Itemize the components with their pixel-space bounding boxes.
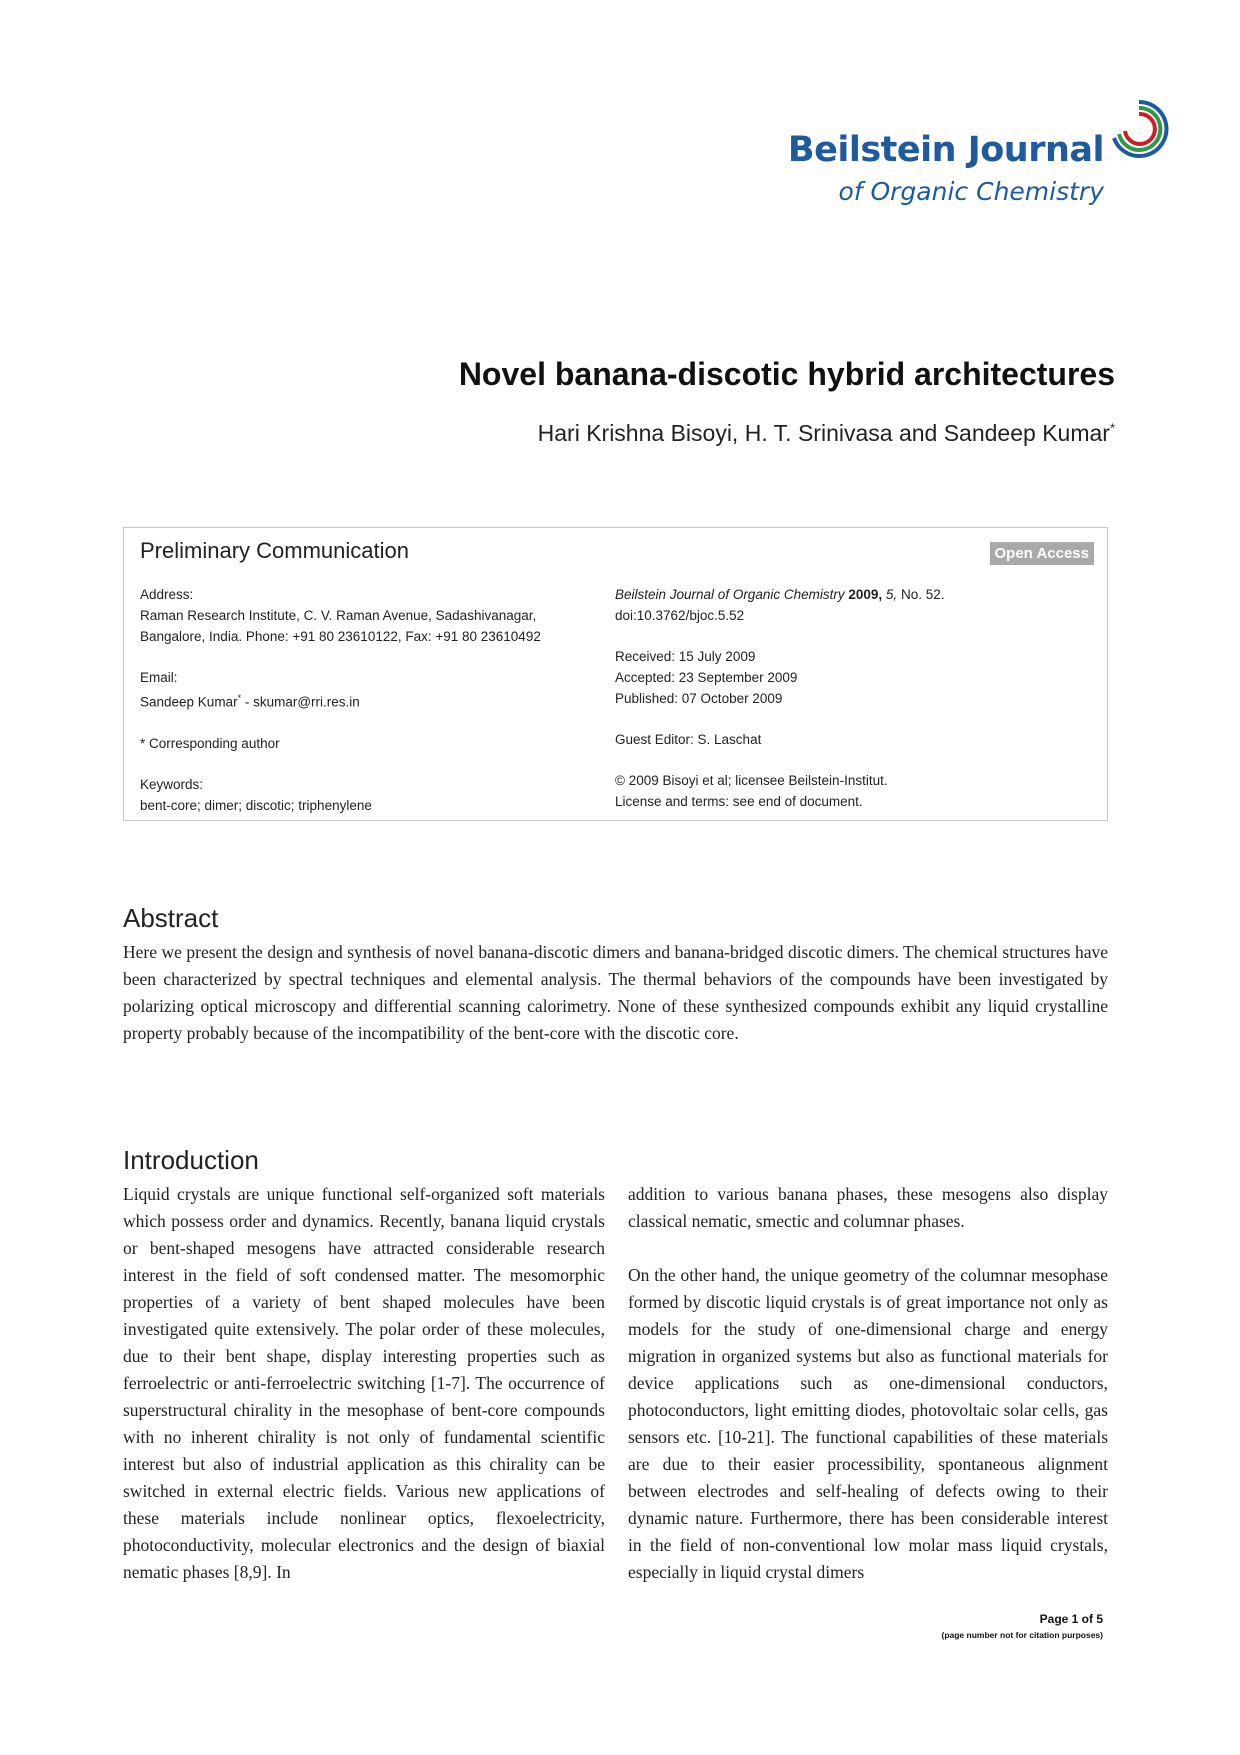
article-title: Novel banana-discotic hybrid architectures — [458, 356, 1115, 392]
citation-journal: Beilstein Journal of Organic Chemistry — [615, 587, 845, 602]
intro-paragraph-1: Liquid crystals are unique functional self-organized soft materials which possess order and dynamics. Recently, banana liquid crystals or bent-shaped mesogens have attracted considerable research interest in the field of soft condensed matter. The mesomorphic properties of a variety of bent shaped molecules have been investigated quite extensively. The polar order of these molecules, due to their bent shape, display interesting properties such as ferroelectric or anti-ferroelectric switching [1-7]. The occurrence of superstructural chirality in the mesophase of bent-core compounds with no inherent chirality is not only of fundamental scientific interest but also of industrial application as this chirality can be switched in external electric fields. Various new applications of these materials include nonlinear optics, flexoelectricity, photoconductivity, molecular electronics and the design of biaxial nematic phases [8,9]. In — [123, 1184, 605, 1582]
email-line — [140, 688, 580, 713]
address-line-2: Bangalore, India. Phone: +91 80 23610122, Fax: +91 80 23610492 — [140, 629, 541, 644]
copyright-block — [615, 770, 1085, 812]
open-access-badge: Open Access — [990, 542, 1095, 565]
abstract-text: Here we present the design and synthesis of novel banana-discotic dimers and banana-bridged discotic dimers. The chemical structures have been characterized by spectral techniques and elemental analysis. The thermal behaviors of the compounds have been investigated by polarizing optical microscopy and differential scanning calorimetry. None of these synthesized compounds exhibit any liquid crystalline property probably because of the incompatibility of the bent-core with the discotic core. — [123, 942, 1108, 1043]
page-number-note: (page number not for citation purposes) — [941, 1630, 1103, 1640]
email-author: Sandeep Kumar — [140, 694, 238, 710]
copyright-text: © 2009 Bisoyi et al; licensee Beilstein-Institut. — [615, 773, 888, 788]
address-block — [140, 584, 580, 647]
dates-block — [615, 646, 1085, 709]
citation-volume: 5, — [885, 587, 898, 602]
accepted-date: Accepted: 23 September 2009 — [615, 670, 798, 685]
info-left-column — [140, 584, 580, 836]
introduction-heading: Introduction — [123, 1145, 259, 1175]
keywords-label: Keywords: — [140, 776, 204, 792]
page-footer — [941, 1612, 1103, 1640]
abstract-heading: Abstract — [123, 903, 219, 933]
citation-year: 2009, — [848, 587, 883, 602]
address-label: Address: — [140, 587, 194, 602]
intro-paragraph-3: On the other hand, the unique geometry of the columnar mesophase formed by discotic liquid crystals is of great importance not only as models for the study of one-dimensional charge and energy migration in organized systems but also as functional materials for device applications such as one-dimensional conductors, photoconductors, light emitting diodes, photovoltaic solar cells, gas sensors etc. [10-21]. The functional capabilities of these materials are due to their easier processibility, spontaneous alignment between electrodes and self-healing of defects owing to their dynamic nature. Furthermore, there has been considerable interest in the field of non-conventional low molar mass liquid crystals, especially in liquid crystal dimers — [628, 1265, 1108, 1582]
intro-left-column — [123, 1181, 605, 1586]
journal-ring-icon — [1108, 98, 1170, 160]
citation-block — [615, 584, 1085, 626]
intro-right-column — [628, 1181, 1108, 1586]
published-date: Published: 07 October 2009 — [615, 691, 783, 706]
journal-logo — [770, 98, 1170, 218]
address-line-1: Raman Research Institute, C. V. Raman Avenue, Sadashivanagar, — [140, 608, 537, 623]
keywords-block — [140, 774, 580, 816]
author-list — [538, 420, 1115, 447]
doi-link[interactable]: doi:10.3762/bjoc.5.52 — [615, 608, 745, 623]
keywords-list: bent-core; dimer; discotic; triphenylene — [140, 797, 372, 813]
journal-subtitle: of Organic Chemistry — [838, 177, 1104, 206]
article-info-box — [123, 527, 1108, 821]
citation-line — [615, 584, 1085, 605]
corresponding-note: * Corresponding author — [140, 735, 280, 751]
received-date: Received: 15 July 2009 — [615, 649, 756, 664]
license-text: License and terms: see end of document. — [615, 794, 863, 809]
corresponding-mark: * — [1109, 420, 1115, 436]
ring-red-arc — [1125, 114, 1155, 144]
intro-paragraph-2: addition to various banana phases, these mesogens also display classical nematic, smectic and columnar phases. — [628, 1184, 1108, 1231]
email-address[interactable]: - skumar@rri.res.in — [241, 694, 360, 710]
email-mark: * — [237, 693, 242, 703]
citation-number: No. 52. — [900, 587, 945, 602]
authors-text: Hari Krishna Bisoyi, H. T. Srinivasa and Sandeep Kumar — [537, 420, 1110, 446]
guest-editor: Guest Editor: S. Laschat — [615, 732, 762, 747]
article-type: Preliminary Communication — [140, 538, 409, 563]
email-label: Email: — [140, 670, 178, 685]
email-block — [140, 667, 580, 713]
journal-name: Beilstein Journal — [787, 130, 1104, 170]
page-number: Page 1 of 5 — [1039, 1612, 1103, 1626]
info-right-column — [615, 584, 1085, 832]
